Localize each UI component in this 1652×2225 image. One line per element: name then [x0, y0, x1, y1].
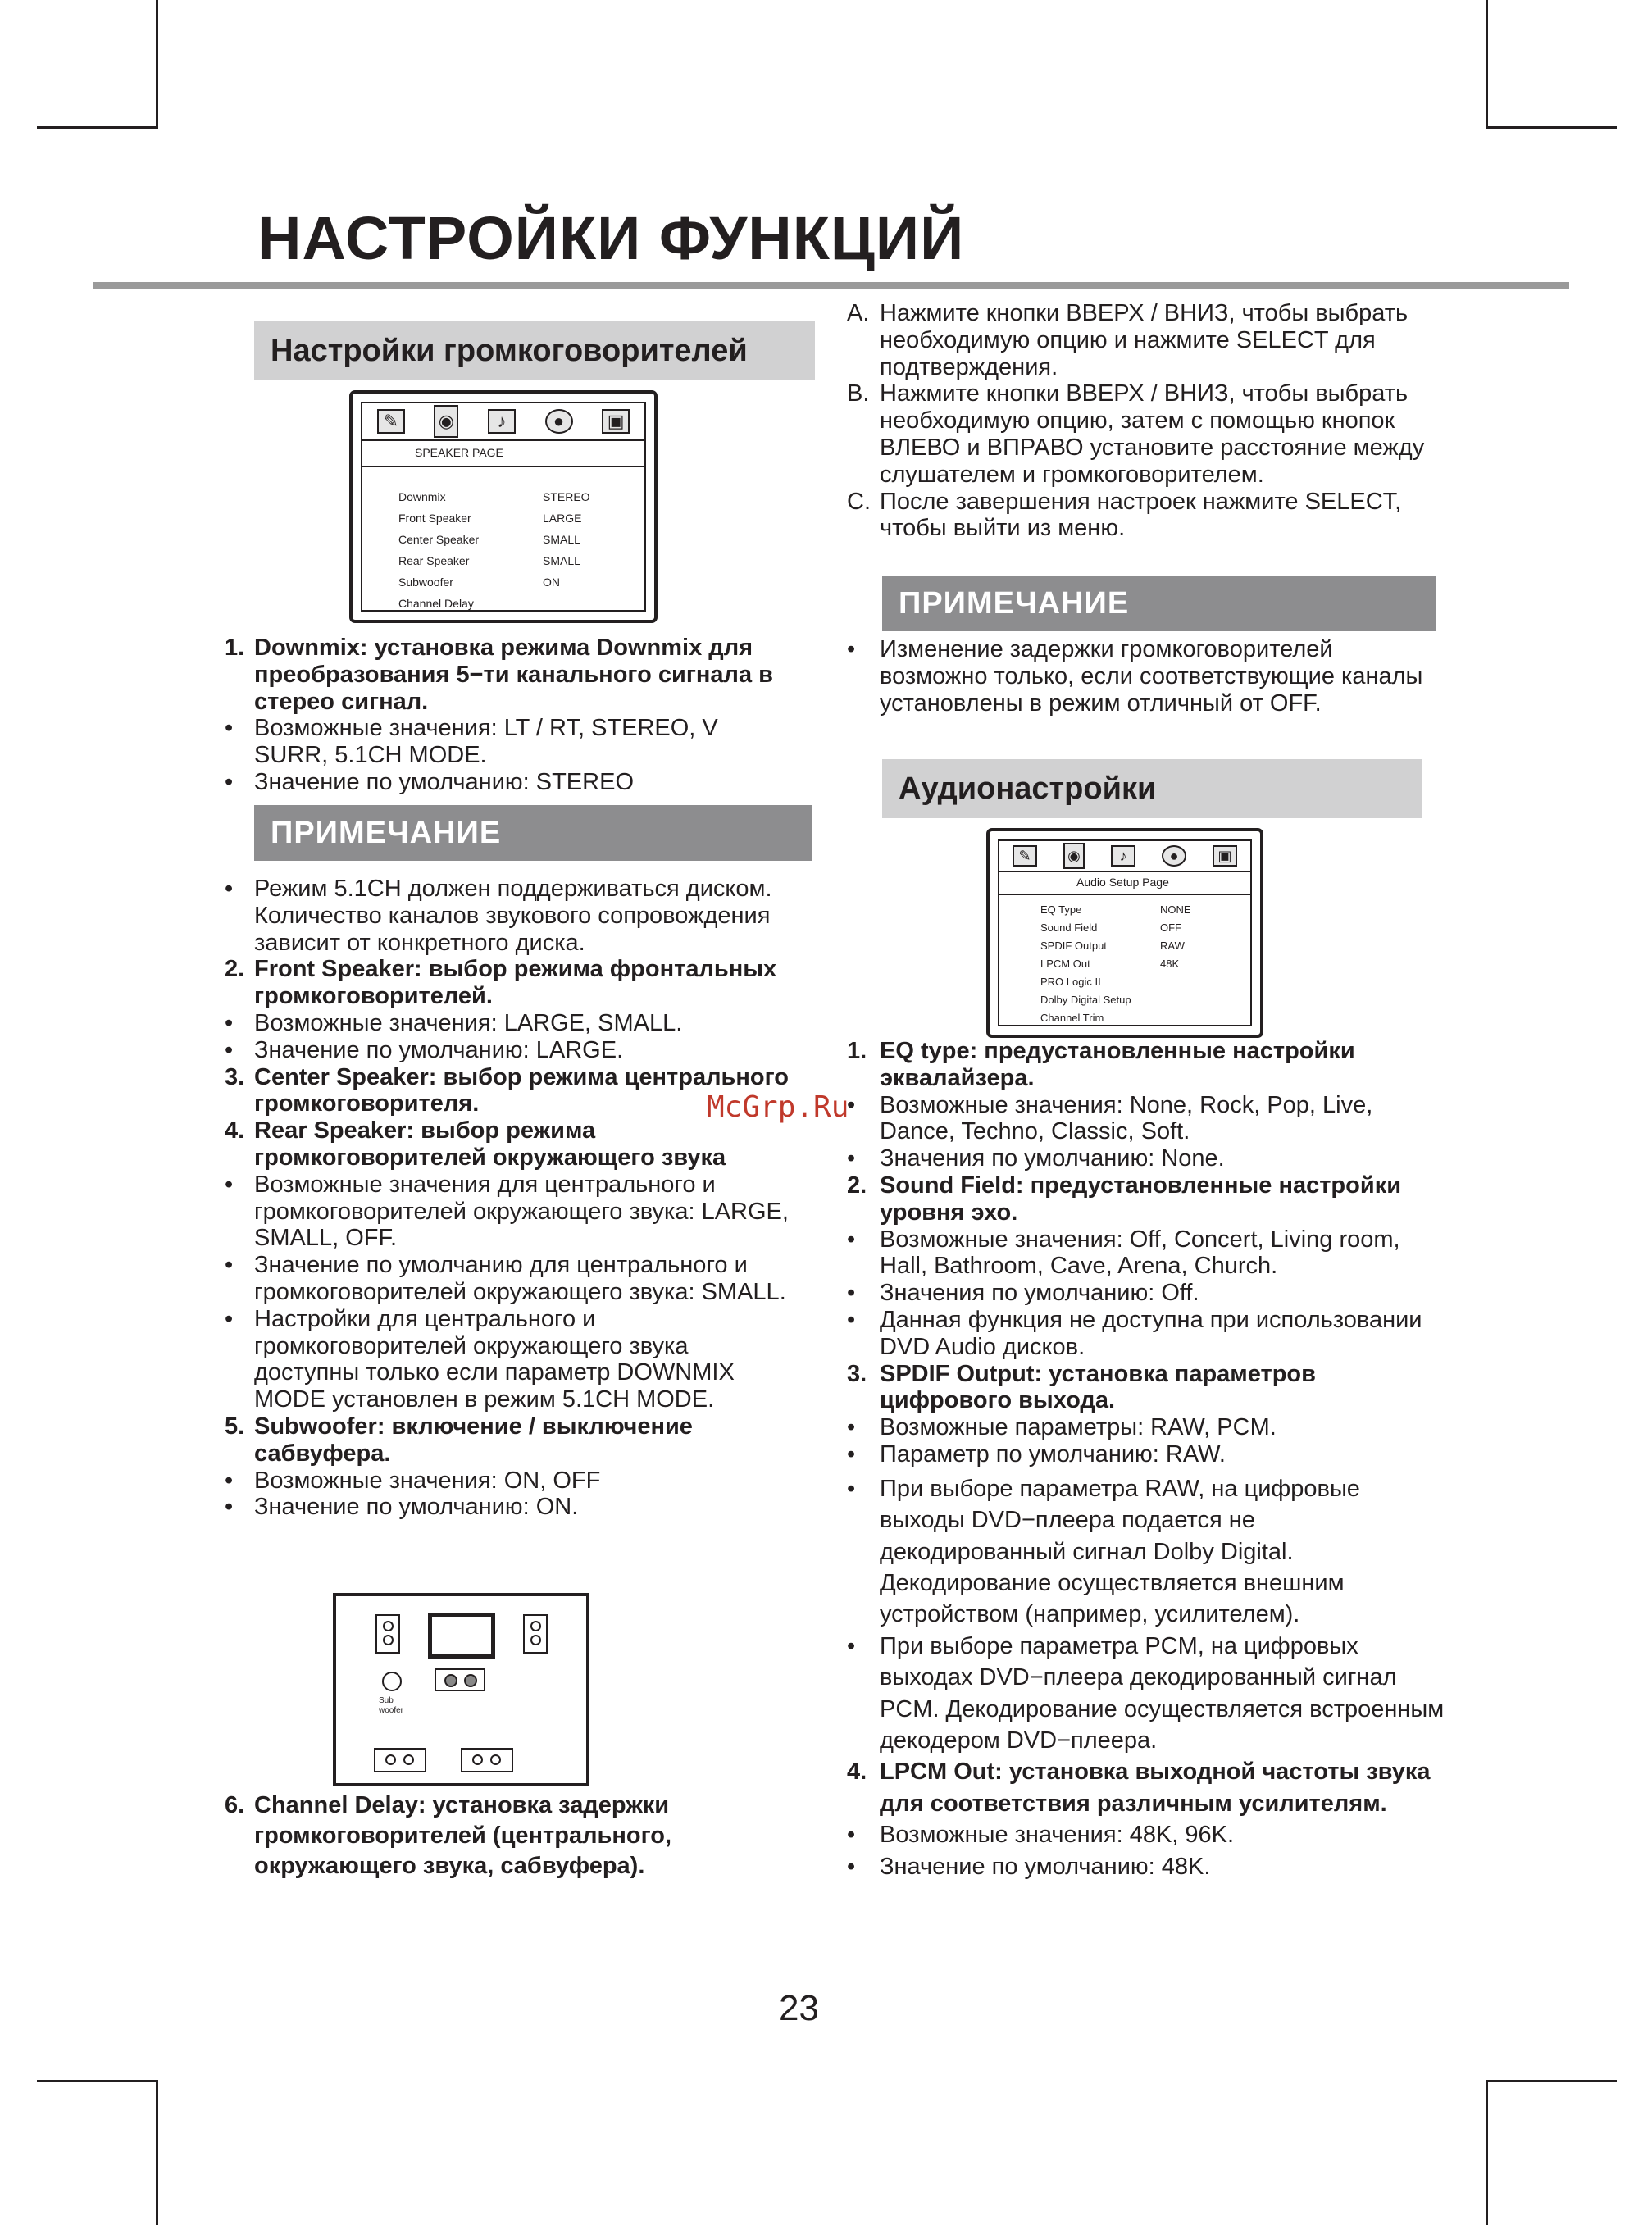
crop-mark [156, 2080, 158, 2225]
speaker-layout-diagram [333, 1593, 589, 1786]
list-item: 4. LPCM Out: установка выходной частоты звука для соответствия различным усилителям. [847, 1759, 1431, 1817]
list-item: • При выборе параметра RAW, на цифровые выходы DVD−плеера подается не декодированный сигнал Dolby Digital. Декодирование осуществляется внешним устройством (например, усилителем). [847, 1475, 1360, 1628]
list-item: C. После завершения настроек нажмите SELECT, чтобы выйти из меню. [847, 488, 1402, 542]
list-item: • Данная функция не доступна при использовании DVD Audio дисков. [847, 1306, 1422, 1360]
osd-row-value: 48K [1160, 958, 1180, 970]
list-item: • Возможные значения: LARGE, SMALL. [225, 1009, 683, 1036]
speaker-column-bottom [225, 876, 799, 1521]
list-item: • Режим 5.1CH должен поддерживаться диском. Количество каналов звукового сопровождения зависит от конкретного диска. [225, 876, 772, 956]
list-item: • Возможные значения: ON, OFF [225, 1467, 601, 1494]
wrench-icon: ✎ [377, 409, 405, 434]
list-item: • Параметр по умолчанию: RAW. [847, 1440, 1226, 1467]
list-item: • Возможные значения: 48K, 96K. [847, 1822, 1235, 1849]
list-item: 4. Rear Speaker: выбор режима громкоговорителей окружающего звука [225, 1117, 726, 1171]
crop-mark [37, 2080, 158, 2082]
osd-page-title: Audio Setup Page [1076, 876, 1169, 889]
screen-icon: ▣ [1213, 845, 1237, 867]
speaker-column-final [225, 1790, 799, 1881]
crop-mark [1486, 2080, 1617, 2082]
list-item: 2. Sound Field: предустановленные настройки уровня эхо. [847, 1172, 1402, 1226]
list-item: • Изменение задержки громкоговорителей возможно только, если соответствующие каналы установлены в режим отличный от OFF. [847, 636, 1423, 717]
crop-mark [1486, 126, 1617, 129]
list-item: 3. Center Speaker: выбор режима центрального громкоговорителя. [225, 1063, 789, 1117]
page-number: 23 [779, 1988, 819, 2028]
osd-row-label: Dolby Digital Setup [1040, 994, 1131, 1006]
osd-row-value: SMALL [543, 533, 580, 546]
crop-mark [1486, 0, 1488, 127]
list-item: 6. Channel Delay: установка задержки громкоговорителей (центрального, окружающего звука, сабвуфера). [225, 1792, 672, 1879]
list-item: A. Нажмите кнопки ВВЕРХ / ВНИЗ, чтобы выбрать необходимую опцию и нажмите SELECT для подтверждения. [847, 300, 1409, 380]
speaker-section-header: Настройки громкоговорителей [254, 321, 815, 380]
osd-row-label: Front Speaker [398, 512, 471, 525]
subwoofer-icon [382, 1672, 402, 1691]
osd-row-label: PRO Logic II [1040, 976, 1101, 988]
list-item: • Возможные значения: LT / RT, STEREO, V SURR, 5.1CH MODE. [225, 715, 718, 769]
osd-page-title: SPEAKER PAGE [415, 446, 503, 459]
osd-row-value: RAW [1160, 940, 1185, 952]
crop-mark [1486, 2080, 1488, 2225]
list-item: • Значение по умолчанию для центрального и громкоговорителей окружающего звука: SMALL. [225, 1252, 786, 1305]
osd-row-value: ON [543, 576, 560, 589]
list-item: • Возможные значения для центрального и громкоговорителей окружающего звука: LARGE, SMALL, OFF. [225, 1171, 789, 1252]
subwoofer-label: woofer [379, 1706, 404, 1715]
speaker-column-top [225, 635, 799, 796]
disc-icon: ● [1162, 845, 1186, 867]
subwoofer-label: Sub [379, 1696, 394, 1705]
osd-row-value: LARGE [543, 512, 582, 525]
right-note-header: ПРИМЕЧАНИЕ [882, 576, 1436, 631]
screen-icon: ▣ [602, 409, 630, 434]
osd-row-value: OFF [1160, 921, 1181, 934]
list-item: B. Нажмите кнопки ВВЕРХ / ВНИЗ, чтобы выбрать необходимую опцию, затем с помощью кнопок ВЛЕВО и ВПРАВО установите расстояние между слушателем и громкоговорителем. [847, 380, 1425, 488]
list-item: • Значение по умолчанию: ON. [225, 1494, 579, 1521]
audio-column [847, 1038, 1445, 1882]
tv-screen-icon [428, 1613, 495, 1659]
list-item: • Значение по умолчанию: 48K. [847, 1853, 1211, 1880]
page-title: НАСТРОЙКИ ФУНКЦИЙ [257, 204, 965, 272]
list-item: 1. Downmix: установка режима Downmix для преобразования 5−ти канального сигнала в стерео сигнал. [225, 635, 773, 715]
list-item: 2. Front Speaker: выбор режима фронтальных громкоговорителей. [225, 956, 777, 1010]
osd-row-label: Center Speaker [398, 533, 480, 546]
list-item: • Значение по умолчанию: STEREO [225, 768, 634, 795]
osd-row-label: LPCM Out [1040, 958, 1090, 970]
left-note-header: ПРИМЕЧАНИЕ [254, 805, 812, 861]
list-item: • Значение по умолчанию: LARGE. [225, 1036, 624, 1063]
speaker-icon: ◉ [1063, 843, 1085, 869]
osd-row-label: EQ Type [1040, 903, 1082, 916]
list-item: • Возможные значения: None, Rock, Pop, Live, Dance, Techno, Classic, Soft. [847, 1091, 1373, 1145]
osd-row-label: Channel Delay [398, 597, 474, 610]
list-item: • Значения по умолчанию: Off. [847, 1280, 1199, 1307]
osd-row-value: SMALL [543, 554, 580, 567]
steps-list [847, 300, 1437, 542]
osd-row-label: Rear Speaker [398, 554, 470, 567]
wrench-icon: ✎ [1013, 845, 1037, 867]
osd-row-label: Subwoofer [398, 576, 453, 589]
osd-row-value: STEREO [543, 490, 590, 503]
rear-right-speaker [461, 1748, 513, 1772]
list-item: • Возможные значения: Off, Concert, Living room, Hall, Bathroom, Cave, Arena, Church. [847, 1226, 1400, 1280]
list-item: 5. Subwoofer: включение / выключение сабвуфера. [225, 1413, 693, 1467]
list-item: • Возможные параметры: RAW, PCM. [847, 1414, 1277, 1441]
audio-section-header: Аудионастройки [882, 759, 1422, 818]
list-item: • При выборе параметра PCM, на цифровых выходах DVD−плеера декодированный сигнал PCM. Декодирование осуществляется встроенным декодером DVD−плеера. [847, 1632, 1445, 1754]
list-item: 3. SPDIF Output: установка параметров цифрового выхода. [847, 1360, 1316, 1414]
osd-row-label: Downmix [398, 490, 446, 503]
speaker-osd-screen [349, 390, 658, 623]
osd-row-value: NONE [1160, 903, 1191, 916]
osd-row-label: Sound Field [1040, 921, 1098, 934]
right-note-body [847, 636, 1437, 717]
list-item: • Значения по умолчанию: None. [847, 1145, 1225, 1172]
speaker-icon: ◉ [434, 405, 458, 438]
audio-osd-screen [986, 828, 1263, 1038]
crop-mark [156, 0, 158, 127]
audio-icon: ♪ [488, 409, 516, 434]
list-item: • Настройки для центрального и громкоговорителей окружающего звука доступны только если параметр DOWNMIX MODE установлен в режим 5.1CH MODE. [225, 1305, 735, 1413]
disc-icon: ● [545, 409, 573, 434]
list-item: 1. EQ type: предустановленные настройки эквалайзера. [847, 1038, 1355, 1091]
osd-row-label: Channel Trim [1040, 1012, 1104, 1024]
front-left-speaker [375, 1614, 400, 1654]
rear-left-speaker [374, 1748, 426, 1772]
crop-mark [37, 126, 158, 129]
center-speaker [435, 1668, 485, 1691]
watermark: McGrp.Ru [707, 1090, 849, 1124]
title-rule [93, 282, 1569, 289]
front-right-speaker [523, 1614, 548, 1654]
osd-row-label: SPDIF Output [1040, 940, 1107, 952]
audio-icon: ♪ [1111, 845, 1135, 867]
